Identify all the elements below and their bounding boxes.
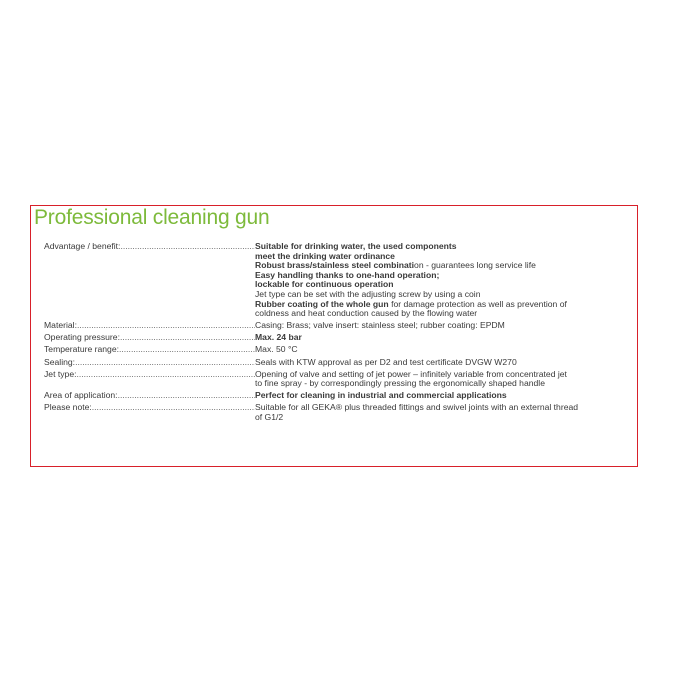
spec-label: Temperature range: (44, 345, 119, 355)
spec-row-please-note (44, 403, 629, 422)
spec-value: Opening of valve and setting of jet power – infinitely variable from concentrated jet to fine spray - by correspondingly pressing the ergonomically shaped handle (255, 368, 567, 389)
spec-row-area-of-application (44, 391, 629, 401)
spec-value: Suitable for all GEKA® plus threaded fittings and swivel joints with an external thread of G1/2 (255, 402, 579, 422)
spec-row-temperature-range (44, 345, 629, 355)
spec-value: Seals with KTW approval as per D2 and test certificate DVGW W270 (255, 356, 517, 367)
spec-value: Max. 50 °C (255, 344, 298, 355)
spec-row-operating-pressure (44, 333, 629, 343)
spec-table (44, 242, 629, 425)
spec-label: Material: (44, 321, 77, 331)
spec-label: Please note: (44, 403, 92, 413)
spec-row-jet-type (44, 370, 629, 389)
spec-label: Jet type: (44, 369, 77, 379)
spec-row-material (44, 321, 629, 331)
spec-label: Sealing: (44, 357, 76, 367)
spec-value: Casing: Brass; valve insert: stainless steel; rubber coating: EPDM (255, 320, 505, 331)
spec-value: Max. 24 bar (255, 332, 302, 343)
spec-value: Suitable for drinking water, the used components meet the drinking water ordinance Robust brass/stainless steel combination - guarantees long service life Easy handling thanks to one-hand operation; lockable for continuous operation Jet type can be set with the adjusting screw by using a coin Rubber coating of the whole gun for damage protection as well as prevention of coldness and heat conduction caused by the flowing water (255, 241, 567, 319)
spec-row-sealing (44, 358, 629, 368)
spec-label: Advantage / benefit: (44, 242, 121, 251)
page-title: Professional cleaning gun (34, 206, 270, 229)
spec-card (30, 205, 638, 467)
spec-label: Operating pressure: (44, 333, 120, 343)
spec-value: Perfect for cleaning in industrial and commercial applications (255, 390, 507, 401)
spec-row-advantage (44, 242, 629, 319)
spec-label: Area of application: (44, 391, 118, 401)
